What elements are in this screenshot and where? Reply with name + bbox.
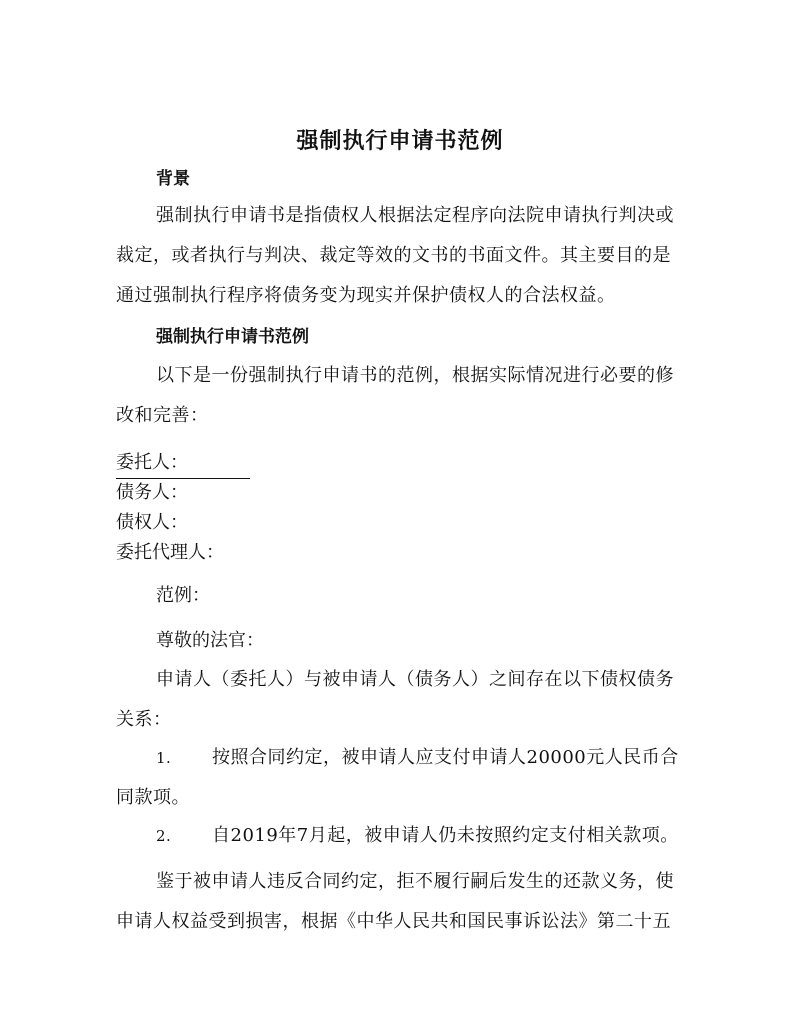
- example-label: 范例：: [156, 585, 210, 606]
- agent-field: 委托代理人：: [116, 542, 224, 563]
- salutation: 尊敬的法官：: [156, 630, 264, 651]
- list-item-number: 1.: [156, 749, 172, 767]
- list-item: [116, 738, 684, 818]
- list-item-text: 按照合同约定，被申请人应支付申请人20000元人民币合同款项。: [116, 747, 679, 808]
- section-heading-background: 背景: [156, 169, 190, 189]
- document-title: 强制执行申请书范例: [296, 128, 504, 154]
- list-item-text: 自2019年7月起，被申请人仍未按照约定支付相关款项。: [212, 825, 679, 846]
- section-heading-example: 强制执行申请书范例: [156, 327, 309, 347]
- intro-paragraph: 以下是一份强制执行申请书的范例，根据实际情况进行必要的修改和完善：: [116, 365, 674, 426]
- creditor-field: 债权人：: [116, 512, 188, 533]
- principal-field: 委托人：: [116, 448, 250, 479]
- list-item: [116, 816, 684, 856]
- relation-paragraph: 申请人（委托人）与被申请人（债务人）之间存在以下债权债务关系：: [116, 669, 674, 730]
- list-item-number: 2.: [156, 827, 172, 845]
- debtor-field: 债务人：: [116, 482, 188, 503]
- background-paragraph: 强制执行申请书是指债权人根据法定程序向法院申请执行判决或裁定，或者执行与判决、裁定等效的文书的书面文件。其主要目的是通过强制执行程序将债务变为现实并保护债权人的合法权益。: [116, 205, 674, 306]
- closing-paragraph: 鉴于被申请人违反合同约定，拒不履行嗣后发生的还款义务，使申请人权益受到损害，根据《中华人民共和国民事诉讼法》第二十五: [116, 871, 674, 932]
